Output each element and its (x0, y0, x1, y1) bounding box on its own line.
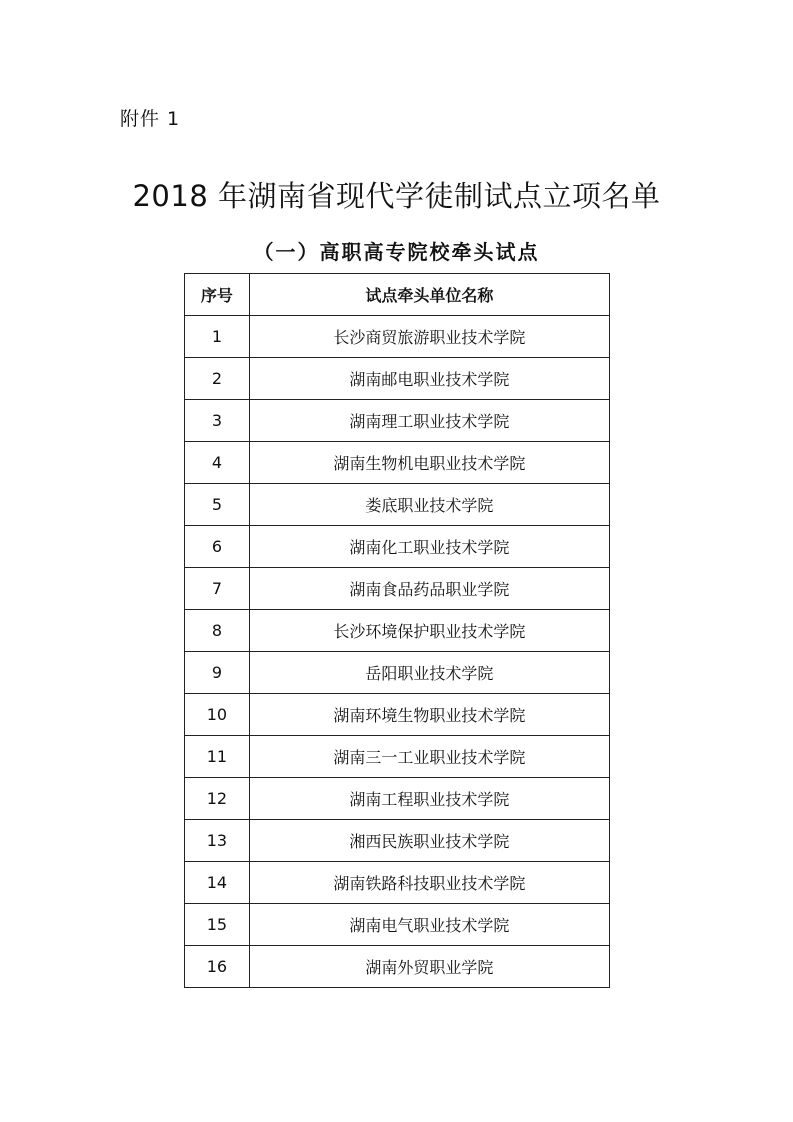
table-row (185, 442, 610, 484)
unit-name: 湖南化工职业技术学院 (249, 526, 609, 568)
pilot-units-table (184, 273, 610, 988)
table-row (185, 400, 610, 442)
table-row (185, 694, 610, 736)
table-row (185, 316, 610, 358)
row-number: 9 (185, 652, 250, 694)
unit-name: 长沙商贸旅游职业技术学院 (249, 316, 609, 358)
unit-name: 湖南工程职业技术学院 (249, 778, 609, 820)
unit-name: 湖南铁路科技职业技术学院 (249, 862, 609, 904)
unit-name: 湖南理工职业技术学院 (249, 400, 609, 442)
column-header-number: 序号 (185, 274, 250, 316)
row-number: 6 (185, 526, 250, 568)
row-number: 7 (185, 568, 250, 610)
unit-name: 岳阳职业技术学院 (249, 652, 609, 694)
table-row (185, 526, 610, 568)
row-number: 2 (185, 358, 250, 400)
table-row (185, 358, 610, 400)
unit-name: 湖南生物机电职业技术学院 (249, 442, 609, 484)
unit-name: 湖南三一工业职业技术学院 (249, 736, 609, 778)
table-row (185, 484, 610, 526)
row-number: 12 (185, 778, 250, 820)
table-row (185, 904, 610, 946)
unit-name: 娄底职业技术学院 (249, 484, 609, 526)
table-row (185, 610, 610, 652)
table-row (185, 736, 610, 778)
document-title: 2018 年湖南省现代学徒制试点立项名单 (132, 179, 661, 213)
row-number: 1 (185, 316, 250, 358)
row-number: 15 (185, 904, 250, 946)
row-number: 3 (185, 400, 250, 442)
table-header-row (185, 274, 610, 316)
attachment-label: 附件 1 (120, 108, 181, 130)
row-number: 4 (185, 442, 250, 484)
row-number: 10 (185, 694, 250, 736)
row-number: 16 (185, 946, 250, 988)
unit-name: 湖南食品药品职业学院 (249, 568, 609, 610)
row-number: 5 (185, 484, 250, 526)
row-number: 8 (185, 610, 250, 652)
row-number: 14 (185, 862, 250, 904)
unit-name: 湖南外贸职业学院 (249, 946, 609, 988)
table-row (185, 862, 610, 904)
column-header-unit-name: 试点牵头单位名称 (249, 274, 609, 316)
table-row (185, 778, 610, 820)
unit-name: 湘西民族职业技术学院 (249, 820, 609, 862)
table-row (185, 946, 610, 988)
table-row (185, 820, 610, 862)
unit-name: 长沙环境保护职业技术学院 (249, 610, 609, 652)
unit-name: 湖南环境生物职业技术学院 (249, 694, 609, 736)
unit-name: 湖南电气职业技术学院 (249, 904, 609, 946)
table-row (185, 652, 610, 694)
section-title: （一）高职高专院校牵头试点 (253, 240, 540, 264)
unit-name: 湖南邮电职业技术学院 (249, 358, 609, 400)
row-number: 13 (185, 820, 250, 862)
table-row (185, 568, 610, 610)
row-number: 11 (185, 736, 250, 778)
